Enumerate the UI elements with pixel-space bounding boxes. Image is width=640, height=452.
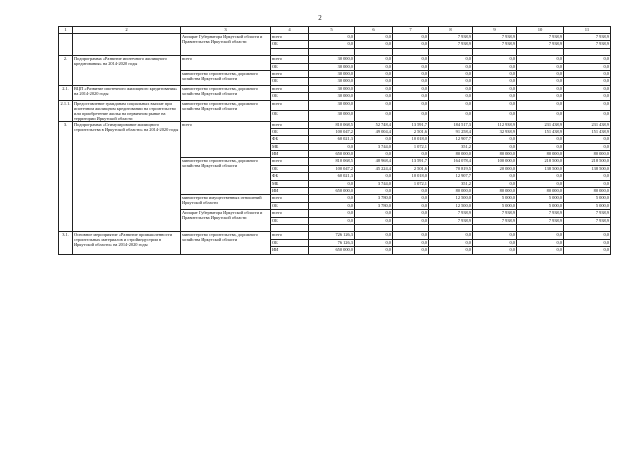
budget-table bbox=[58, 26, 611, 255]
amount-cell: 0,0 bbox=[564, 93, 611, 100]
amount-cell: 0,0 bbox=[393, 188, 429, 195]
header-row bbox=[59, 27, 611, 34]
amount-cell: 0,0 bbox=[517, 136, 564, 143]
amount-cell: 0,0 bbox=[473, 143, 517, 150]
amount-cell: 0,0 bbox=[309, 195, 355, 202]
amount-cell: 0,0 bbox=[355, 63, 393, 70]
table-row bbox=[59, 100, 611, 111]
header-cell: 11 bbox=[564, 27, 611, 34]
executor-name: министерство имущественных отношений Иркутской области bbox=[181, 195, 271, 210]
amount-cell: 0,0 bbox=[429, 56, 473, 63]
amount-cell: 60 021,3 bbox=[309, 136, 355, 143]
amount-cell: 0,0 bbox=[517, 239, 564, 246]
amount-cell: 138 500,0 bbox=[517, 165, 564, 172]
amount-cell: 30 000,0 bbox=[309, 63, 355, 70]
amount-cell: 7 938,9 bbox=[517, 217, 564, 224]
amount-cell: 0,0 bbox=[429, 111, 473, 122]
funding-source: всего bbox=[271, 56, 309, 63]
amount-cell: 0,0 bbox=[564, 232, 611, 239]
funding-source: ОБ bbox=[271, 202, 309, 209]
amount-cell: 0,0 bbox=[473, 85, 517, 92]
amount-cell: 32 938,9 bbox=[473, 128, 517, 135]
amount-cell: 7 938,9 bbox=[429, 217, 473, 224]
amount-cell: 0,0 bbox=[355, 70, 393, 77]
amount-cell: 0,0 bbox=[473, 239, 517, 246]
amount-cell: 12 500,0 bbox=[429, 195, 473, 202]
amount-cell: 650 000,0 bbox=[309, 188, 355, 195]
amount-cell: 0,0 bbox=[429, 63, 473, 70]
amount-cell: 0,0 bbox=[564, 78, 611, 85]
funding-source: ФБ bbox=[271, 136, 309, 143]
header-cell: 8 bbox=[429, 27, 473, 34]
amount-cell: 810 068,5 bbox=[309, 121, 355, 128]
funding-source: всего bbox=[271, 121, 309, 128]
amount-cell: 12 500,0 bbox=[429, 202, 473, 209]
amount-cell: 7 938,9 bbox=[564, 41, 611, 48]
amount-cell bbox=[309, 224, 355, 231]
amount-cell: 100 047,2 bbox=[309, 128, 355, 135]
amount-cell bbox=[355, 48, 393, 55]
funding-source: всего bbox=[271, 232, 309, 239]
amount-cell: 0,0 bbox=[393, 247, 429, 254]
amount-cell: 0,0 bbox=[393, 34, 429, 41]
amount-cell: 0,0 bbox=[355, 136, 393, 143]
amount-cell: 0,0 bbox=[429, 239, 473, 246]
amount-cell: 0,0 bbox=[355, 41, 393, 48]
amount-cell: 0,0 bbox=[393, 195, 429, 202]
row-index: 2.1.1. bbox=[59, 100, 73, 121]
amount-cell: 0,0 bbox=[517, 85, 564, 92]
amount-cell: 231 438,9 bbox=[517, 121, 564, 128]
amount-cell: 0,0 bbox=[564, 85, 611, 92]
amount-cell: 91 258,4 bbox=[429, 128, 473, 135]
funding-source: ОБ bbox=[271, 111, 309, 122]
amount-cell: 0,0 bbox=[517, 56, 564, 63]
amount-cell: 0,0 bbox=[309, 34, 355, 41]
table-row bbox=[59, 121, 611, 128]
amount-cell: 0,0 bbox=[473, 78, 517, 85]
funding-source: ОБ bbox=[271, 217, 309, 224]
amount-cell: 0,0 bbox=[517, 247, 564, 254]
executor-name: Аппарат Губернатора Иркутской области и Правительства Иркутской области bbox=[181, 210, 271, 232]
amount-cell: 0,0 bbox=[564, 247, 611, 254]
amount-cell: 726 126,3 bbox=[309, 232, 355, 239]
funding-source: ОБ bbox=[271, 93, 309, 100]
amount-cell: 218 500,0 bbox=[564, 158, 611, 165]
amount-cell: 7 938,9 bbox=[517, 210, 564, 217]
amount-cell: 0,0 bbox=[355, 247, 393, 254]
amount-cell: 3 744,0 bbox=[355, 180, 393, 187]
amount-cell: 0,0 bbox=[393, 93, 429, 100]
amount-cell: 112 938,9 bbox=[473, 121, 517, 128]
amount-cell: 0,0 bbox=[517, 63, 564, 70]
program-name: Предоставление гражданам социальных выплат при ипотечном жилищном кредитовании на строительство или приобретение жилья на первичном рынке на территории Иркутской области bbox=[73, 100, 181, 121]
funding-source: ОБ bbox=[271, 239, 309, 246]
executor-name: министерство строительства, дорожного хозяйства Иркутской области bbox=[181, 232, 271, 254]
amount-cell: 52 748,4 bbox=[355, 121, 393, 128]
funding-source: ОБ bbox=[271, 165, 309, 172]
funding-source: МБ bbox=[271, 180, 309, 187]
amount-cell: 7 938,9 bbox=[429, 210, 473, 217]
amount-cell: 3 744,0 bbox=[355, 143, 393, 150]
executor-name: министерство строительства, дорожного хозяйства Иркутской области bbox=[181, 70, 271, 85]
amount-cell: 0,0 bbox=[517, 70, 564, 77]
program-name bbox=[73, 34, 181, 56]
funding-source: ФБ bbox=[271, 173, 309, 180]
program-name: Подпрограмма «Стимулирование жилищного строительства в Иркутской области» на 2014-2020 годы bbox=[73, 121, 181, 232]
amount-cell bbox=[517, 48, 564, 55]
amount-cell: 0,0 bbox=[473, 93, 517, 100]
funding-source: всего bbox=[271, 70, 309, 77]
amount-cell: 13 591,7 bbox=[393, 158, 429, 165]
funding-source: всего bbox=[271, 34, 309, 41]
amount-cell: 0,0 bbox=[355, 217, 393, 224]
amount-cell: 60 021,3 bbox=[309, 173, 355, 180]
amount-cell: 12 907,7 bbox=[429, 136, 473, 143]
amount-cell: 30 000,0 bbox=[309, 111, 355, 122]
amount-cell: 0,0 bbox=[564, 173, 611, 180]
amount-cell: 2 501,6 bbox=[393, 128, 429, 135]
amount-cell: 7 938,9 bbox=[473, 217, 517, 224]
amount-cell: 0,0 bbox=[393, 151, 429, 158]
amount-cell: 5 000,0 bbox=[517, 195, 564, 202]
amount-cell: 3 780,0 bbox=[355, 202, 393, 209]
executor-name: министерство строительства, дорожного хозяйства Иркутской области bbox=[181, 100, 271, 121]
amount-cell: 5 000,0 bbox=[473, 195, 517, 202]
amount-cell: 7 938,9 bbox=[473, 34, 517, 41]
funding-source: МБ bbox=[271, 143, 309, 150]
row-index: 3. bbox=[59, 121, 73, 232]
funding-source: ОБ bbox=[271, 41, 309, 48]
amount-cell: 0,0 bbox=[473, 247, 517, 254]
amount-cell: 30 000,0 bbox=[309, 56, 355, 63]
funding-source: ИИ bbox=[271, 151, 309, 158]
row-index: 2.1. bbox=[59, 85, 73, 100]
amount-cell: 80 000,0 bbox=[564, 151, 611, 158]
program-name: Подпрограмма «Развитие ипотечного жилищного кредитования» на 2014-2020 годы bbox=[73, 56, 181, 86]
amount-cell: 10 018,0 bbox=[393, 136, 429, 143]
amount-cell: 45 224,4 bbox=[355, 165, 393, 172]
funding-source: ИИ bbox=[271, 188, 309, 195]
amount-cell: 0,0 bbox=[564, 70, 611, 77]
amount-cell: 49 004,4 bbox=[355, 128, 393, 135]
table-row bbox=[59, 85, 611, 92]
amount-cell bbox=[473, 224, 517, 231]
amount-cell: 810 068,5 bbox=[309, 158, 355, 165]
amount-cell: 7 938,9 bbox=[429, 41, 473, 48]
amount-cell: 3 780,0 bbox=[355, 195, 393, 202]
amount-cell: 0,0 bbox=[564, 239, 611, 246]
amount-cell: 0,0 bbox=[393, 202, 429, 209]
amount-cell: 0,0 bbox=[393, 63, 429, 70]
amount-cell: 7 938,9 bbox=[517, 34, 564, 41]
amount-cell: 0,0 bbox=[517, 93, 564, 100]
amount-cell: 80 000,0 bbox=[473, 151, 517, 158]
amount-cell: 0,0 bbox=[393, 85, 429, 92]
amount-cell: 0,0 bbox=[473, 180, 517, 187]
funding-source: ОБ bbox=[271, 128, 309, 135]
header-cell: 1 bbox=[59, 27, 73, 34]
amount-cell: 0,0 bbox=[429, 100, 473, 111]
amount-cell: 0,0 bbox=[429, 232, 473, 239]
funding-source: ИИ bbox=[271, 247, 309, 254]
amount-cell: 1 072,1 bbox=[393, 143, 429, 150]
amount-cell: 0,0 bbox=[309, 180, 355, 187]
program-name: Основное мероприятие «Развитие промышленности строительных материалов и стройиндустрии в Иркутской области» на 2014-2020 годы bbox=[73, 232, 181, 254]
amount-cell: 7 938,9 bbox=[473, 41, 517, 48]
amount-cell: 0,0 bbox=[473, 100, 517, 111]
amount-cell: 0,0 bbox=[393, 70, 429, 77]
amount-cell: 12 907,7 bbox=[429, 173, 473, 180]
header-cell: 10 bbox=[517, 27, 564, 34]
executor-name: министерство строительства, дорожного хозяйства Иркутской области bbox=[181, 85, 271, 100]
funding-source: всего bbox=[271, 100, 309, 111]
amount-cell: 0,0 bbox=[517, 100, 564, 111]
amount-cell: 7 938,9 bbox=[473, 210, 517, 217]
amount-cell: 0,0 bbox=[355, 151, 393, 158]
amount-cell: 0,0 bbox=[393, 239, 429, 246]
amount-cell: 0,0 bbox=[393, 100, 429, 111]
amount-cell: 5 000,0 bbox=[473, 202, 517, 209]
amount-cell: 100 000,0 bbox=[473, 158, 517, 165]
amount-cell: 0,0 bbox=[517, 111, 564, 122]
amount-cell: 0,0 bbox=[355, 34, 393, 41]
amount-cell: 351,2 bbox=[429, 180, 473, 187]
amount-cell: 7 938,9 bbox=[564, 217, 611, 224]
amount-cell: 0,0 bbox=[393, 41, 429, 48]
amount-cell: 13 591,7 bbox=[393, 121, 429, 128]
amount-cell: 80 000,0 bbox=[429, 151, 473, 158]
amount-cell: 30 000,0 bbox=[309, 70, 355, 77]
amount-cell: 30 000,0 bbox=[309, 85, 355, 92]
table-body bbox=[59, 27, 611, 255]
amount-cell: 10 018,0 bbox=[393, 173, 429, 180]
amount-cell: 0,0 bbox=[564, 143, 611, 150]
amount-cell: 2 501,6 bbox=[393, 165, 429, 172]
amount-cell: 80 000,0 bbox=[564, 188, 611, 195]
amount-cell: 231 438,9 bbox=[564, 121, 611, 128]
amount-cell: 0,0 bbox=[355, 239, 393, 246]
amount-cell: 70 819,5 bbox=[429, 165, 473, 172]
funding-source: всего bbox=[271, 85, 309, 92]
amount-cell: 0,0 bbox=[564, 136, 611, 143]
header-cell: 2 bbox=[73, 27, 181, 34]
amount-cell: 0,0 bbox=[564, 180, 611, 187]
amount-cell: 0,0 bbox=[393, 111, 429, 122]
amount-cell: 351,2 bbox=[429, 143, 473, 150]
funding-source: ОБ bbox=[271, 63, 309, 70]
amount-cell: 0,0 bbox=[564, 56, 611, 63]
amount-cell bbox=[564, 48, 611, 55]
amount-cell: 0,0 bbox=[355, 93, 393, 100]
row-index bbox=[59, 34, 73, 56]
amount-cell bbox=[429, 48, 473, 55]
header-cell: 5 bbox=[309, 27, 355, 34]
amount-cell: 30 000,0 bbox=[309, 93, 355, 100]
amount-cell: 184 517,3 bbox=[429, 121, 473, 128]
amount-cell bbox=[309, 48, 355, 55]
amount-cell: 7 938,9 bbox=[429, 34, 473, 41]
amount-cell: 0,0 bbox=[309, 143, 355, 150]
table-row bbox=[59, 34, 611, 41]
amount-cell: 0,0 bbox=[429, 70, 473, 77]
amount-cell bbox=[393, 48, 429, 55]
amount-cell: 650 000,0 bbox=[309, 247, 355, 254]
amount-cell: 138 500,0 bbox=[564, 165, 611, 172]
amount-cell: 0,0 bbox=[473, 136, 517, 143]
amount-cell: 0,0 bbox=[473, 173, 517, 180]
amount-cell: 76 126,3 bbox=[309, 239, 355, 246]
amount-cell: 0,0 bbox=[517, 78, 564, 85]
amount-cell: 0,0 bbox=[517, 173, 564, 180]
amount-cell: 0,0 bbox=[564, 111, 611, 122]
amount-cell: 0,0 bbox=[309, 210, 355, 217]
amount-cell: 0,0 bbox=[355, 232, 393, 239]
page-number: 2 bbox=[318, 14, 322, 22]
amount-cell: 0,0 bbox=[429, 93, 473, 100]
amount-cell: 0,0 bbox=[393, 210, 429, 217]
amount-cell: 0,0 bbox=[473, 232, 517, 239]
executor-name: Аппарат Губернатора Иркутской области и Правительства Иркутской области bbox=[181, 34, 271, 56]
header-cell: 7 bbox=[393, 27, 429, 34]
amount-cell: 0,0 bbox=[473, 70, 517, 77]
amount-cell: 80 000,0 bbox=[517, 151, 564, 158]
amount-cell: 0,0 bbox=[355, 188, 393, 195]
amount-cell: 5 000,0 bbox=[517, 202, 564, 209]
amount-cell: 0,0 bbox=[355, 173, 393, 180]
funding-source bbox=[271, 48, 309, 55]
amount-cell: 80 000,0 bbox=[473, 188, 517, 195]
amount-cell: 30 000,0 bbox=[309, 78, 355, 85]
funding-source: всего bbox=[271, 210, 309, 217]
amount-cell bbox=[517, 224, 564, 231]
funding-source: всего bbox=[271, 195, 309, 202]
amount-cell: 0,0 bbox=[393, 56, 429, 63]
amount-cell: 0,0 bbox=[473, 56, 517, 63]
executor-name: всего bbox=[181, 121, 271, 158]
amount-cell: 0,0 bbox=[564, 100, 611, 111]
amount-cell: 20 000,0 bbox=[473, 165, 517, 172]
amount-cell: 218 500,0 bbox=[517, 158, 564, 165]
amount-cell: 0,0 bbox=[517, 180, 564, 187]
header-cell: 6 bbox=[355, 27, 393, 34]
amount-cell: 5 000,0 bbox=[564, 195, 611, 202]
amount-cell: 164 078,4 bbox=[429, 158, 473, 165]
amount-cell: 80 000,0 bbox=[429, 188, 473, 195]
amount-cell: 48 968,4 bbox=[355, 158, 393, 165]
amount-cell: 0,0 bbox=[473, 111, 517, 122]
amount-cell: 7 938,9 bbox=[517, 41, 564, 48]
table-row bbox=[59, 56, 611, 63]
amount-cell: 0,0 bbox=[309, 217, 355, 224]
amount-cell bbox=[393, 224, 429, 231]
amount-cell: 0,0 bbox=[355, 78, 393, 85]
amount-cell: 0,0 bbox=[517, 143, 564, 150]
amount-cell: 0,0 bbox=[429, 78, 473, 85]
amount-cell bbox=[355, 224, 393, 231]
amount-cell: 151 438,9 bbox=[564, 128, 611, 135]
amount-cell: 151 438,9 bbox=[517, 128, 564, 135]
amount-cell: 0,0 bbox=[393, 232, 429, 239]
amount-cell: 650 000,0 bbox=[309, 151, 355, 158]
header-cell: 3 bbox=[181, 27, 271, 34]
amount-cell: 0,0 bbox=[309, 41, 355, 48]
amount-cell: 7 938,9 bbox=[564, 34, 611, 41]
amount-cell: 0,0 bbox=[355, 111, 393, 122]
amount-cell: 0,0 bbox=[564, 63, 611, 70]
funding-source: всего bbox=[271, 158, 309, 165]
amount-cell: 80 000,0 bbox=[517, 188, 564, 195]
amount-cell: 100 047,2 bbox=[309, 165, 355, 172]
amount-cell: 0,0 bbox=[429, 85, 473, 92]
executor-name: всего bbox=[181, 56, 271, 71]
funding-source: ОБ bbox=[271, 78, 309, 85]
program-name: ВЦП «Развитие ипотечного жилищного кредитования» на 2014-2020 годы bbox=[73, 85, 181, 100]
amount-cell: 0,0 bbox=[393, 217, 429, 224]
header-cell: 4 bbox=[271, 27, 309, 34]
executor-name: министерство строительства, дорожного хозяйства Иркутской области bbox=[181, 158, 271, 195]
amount-cell: 30 000,0 bbox=[309, 100, 355, 111]
header-cell: 9 bbox=[473, 27, 517, 34]
amount-cell: 0,0 bbox=[355, 56, 393, 63]
amount-cell bbox=[429, 224, 473, 231]
amount-cell: 0,0 bbox=[355, 100, 393, 111]
amount-cell bbox=[564, 224, 611, 231]
amount-cell: 0,0 bbox=[393, 78, 429, 85]
amount-cell: 0,0 bbox=[355, 210, 393, 217]
amount-cell: 0,0 bbox=[309, 202, 355, 209]
table-row bbox=[59, 232, 611, 239]
amount-cell: 5 000,0 bbox=[564, 202, 611, 209]
amount-cell: 7 938,9 bbox=[564, 210, 611, 217]
amount-cell: 0,0 bbox=[517, 232, 564, 239]
funding-source bbox=[271, 224, 309, 231]
row-index: 3.1. bbox=[59, 232, 73, 254]
amount-cell bbox=[473, 48, 517, 55]
amount-cell: 0,0 bbox=[429, 247, 473, 254]
amount-cell: 0,0 bbox=[355, 85, 393, 92]
row-index: 2. bbox=[59, 56, 73, 86]
amount-cell: 1 072,1 bbox=[393, 180, 429, 187]
amount-cell: 0,0 bbox=[473, 63, 517, 70]
